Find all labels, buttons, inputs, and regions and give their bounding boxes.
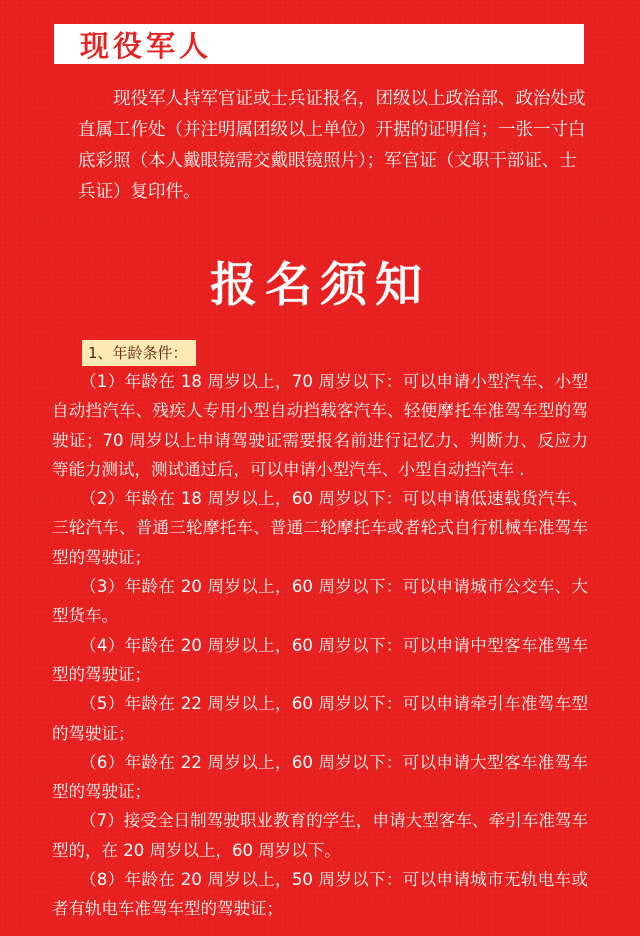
list-item: （2）年龄在 18 周岁以上，60 周岁以下：可以申请低速载货汽车、三轮汽车、普通三轮摩托车、普通二轮摩托车或者轮式自行机械车准驾车型的驾驶证；	[52, 489, 588, 567]
intro-paragraph: 现役军人持军官证或士兵证报名，团级以上政治部、政治处或直属工作处（并注明属团级以上单位）开据的证明信；一张一寸白底彩照（本人戴眼镜需交戴眼镜照片）；军官证（文职干部证、士兵证）复印件。	[78, 89, 586, 202]
list-item: （1）年龄在 18 周岁以上，70 周岁以下：可以申请小型汽车、小型自动挡汽车、残疾人专用小型自动挡载客汽车、轻便摩托车准驾车型的驾驶证；70 周岁以上申请驾驶证需要报名前进行记忆力、判断力、反应力等能力测试，测试通过后，可以申请小型汽车、小型自动挡汽车 .	[52, 372, 588, 479]
page-title: 报名须知	[210, 258, 430, 313]
banner-title: 现役军人	[80, 28, 213, 63]
section-label: 1、年龄条件：	[82, 340, 196, 366]
list-item: （4）年龄在 20 周岁以上，60 周岁以下：可以申请中型客车准驾车型的驾驶证；	[52, 635, 588, 684]
list-item: （8）年龄在 20 周岁以上，50 周岁以下：可以申请城市无轨电车或者有轨电车准驾车型的驾驶证；	[52, 870, 588, 919]
list-item: （3）年龄在 20 周岁以上，60 周岁以下：可以申请城市公交车、大型货车。	[52, 577, 588, 626]
section-banner	[54, 24, 584, 64]
list-item: （5）年龄在 22 周岁以上，60 周岁以下：可以申请牵引车准驾车型的驾驶证；	[52, 694, 588, 743]
list-item: （7）接受全日制驾驶职业教育的学生，申请大型客车、牵引车准驾车型的，在 20 周岁以上，60 周岁以下。	[52, 811, 588, 860]
list-item: （6）年龄在 22 周岁以上，60 周岁以下：可以申请大型客车准驾车型的驾驶证；	[52, 752, 588, 802]
rules-list	[52, 367, 588, 924]
